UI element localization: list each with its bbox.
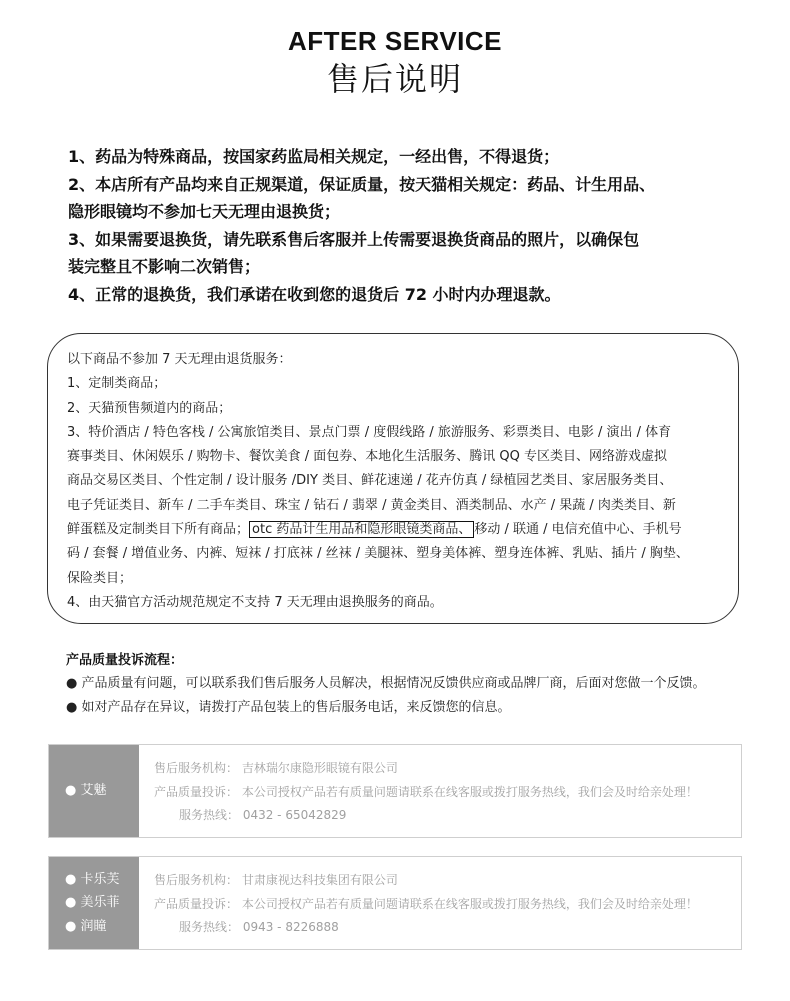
quality-list — [66, 672, 766, 720]
brand-panel — [49, 745, 139, 837]
exclusion-line: 保险类目； — [67, 570, 133, 586]
exclusions-intro: 以下商品不参加 7 天无理由退货服务： — [67, 352, 292, 367]
service-card — [48, 744, 742, 838]
service-complaint: 产品质量投诉： 本公司授权产品若有质量问题请联系在线客服或拨打服务热线，我们会及时给亲处理！ — [154, 784, 698, 799]
exclusion-item: 2、天猫预售频道内的商品； — [67, 400, 232, 416]
rule-line: 3、如果需要退换货，请先联系售后客服并上传需要退换货商品的照片，以确保包 — [68, 229, 640, 249]
brand-name: ● 艾魅 — [65, 783, 107, 799]
exclusion-line: 电子凭证类目、新车 / 二手车类目、珠宝 / 钻石 / 翡翠 / 黄金类目、酒类制品、水产 / 果蔬 / 肉类类目、新 — [67, 497, 676, 513]
service-card — [48, 856, 742, 950]
rule-line: 2、本店所有产品均来自正规渠道，保证质量，按天猫相关规定：药品、计生用品、 — [68, 174, 656, 194]
service-hotline: 服务热线： 0943 - 8226888 — [179, 920, 339, 934]
rule-line: 1、药品为特殊商品，按国家药监局相关规定，一经出售，不得退货； — [68, 147, 560, 166]
rule-line: 装完整且不影响二次销售； — [68, 257, 261, 277]
service-complaint: 产品质量投诉： 本公司授权产品若有质量问题请联系在线客服或拨打服务热线，我们会及时给亲处理！ — [154, 896, 698, 911]
highlighted-otc-text: otc 药品计生用品和隐形眼镜类商品、 — [249, 521, 474, 538]
service-org: 售后服务机构： 吉林瑞尔康隐形眼镜有限公司 — [154, 761, 398, 775]
exclusion-line: 商品交易区类目、个性定制 / 设计服务 /DIY 类目、鲜花速递 / 花卉仿真 / 绿植园艺类目、家居服务类目、 — [67, 473, 673, 489]
brand-name: ● 卡乐芙 — [65, 871, 120, 887]
exclusion-item: 1、定制类商品； — [67, 376, 167, 392]
exclusion-text: 移动 / 联通 / 电信充值中心、手机号 — [474, 522, 682, 538]
exclusion-line: 3、特价酒店 / 特色客栈 / 公寓旅馆类目、景点门票 / 度假线路 / 旅游服务、彩票类目、电影 / 演出 / 体育 — [67, 424, 672, 440]
exclusion-line: 赛事类目、休闲娱乐 / 购物卡、餐饮美食 / 面包券、本地化生活服务、腾讯 QQ 专区类目、网络游戏虚拟 — [67, 449, 668, 465]
brand-name: ● 美乐菲 — [65, 895, 120, 911]
rule-line: 隐形眼镜均不参加七天无理由退换货； — [68, 202, 341, 222]
service-hotline: 服务热线： 0432 - 65042829 — [179, 808, 347, 822]
exclusions-box — [47, 333, 739, 624]
quality-item: ● 如对产品存在异议，请拨打产品包装上的售后服务电话，来反馈您的信息。 — [66, 700, 511, 715]
exclusion-text: 鲜蛋糕及定制类目下所有商品； — [67, 522, 250, 538]
exclusion-line — [67, 518, 718, 542]
page-title-en: AFTER SERVICE — [287, 26, 503, 56]
brand-name: ● 润瞳 — [65, 918, 107, 934]
rule-line: 4、正常的退换货，我们承诺在收到您的退货后 72 小时内办理退款。 — [68, 284, 561, 304]
service-info — [154, 869, 698, 940]
exclusion-item: 4、由天猫官方活动规范规定不支持 7 天无理由退换服务的商品。 — [67, 594, 443, 610]
service-info — [154, 757, 698, 828]
brand-panel — [49, 857, 139, 949]
exclusion-line: 码 / 套餐 / 增值业务、内裤、短袜 / 打底袜 / 丝袜 / 美腿袜、塑身美体裤、塑身连体裤、乳贴、插片 / 胸垫、 — [67, 546, 689, 562]
service-org: 售后服务机构： 甘肃康视达科技集团有限公司 — [154, 873, 398, 887]
quality-title: 产品质量投诉流程： — [66, 653, 184, 668]
quality-item: ● 产品质量有问题，可以联系我们售后服务人员解决，根据情况反馈供应商或品牌厂商，后面对您做一个反馈。 — [66, 676, 706, 691]
return-rules — [68, 143, 758, 309]
page-title-zh: 售后说明 — [326, 60, 463, 98]
